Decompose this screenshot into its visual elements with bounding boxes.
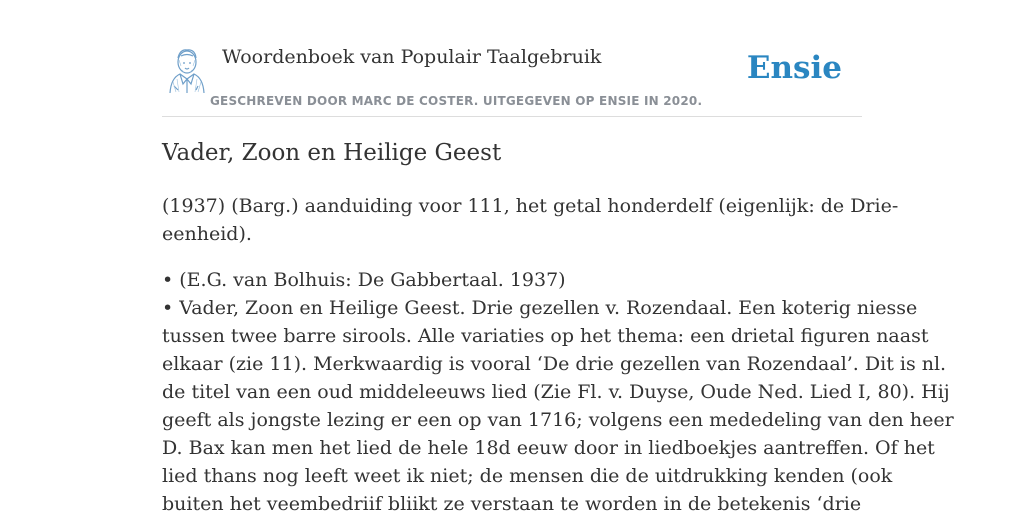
site-header: [162, 0, 862, 117]
text-line: elkaar (zie 11). Merkwaardig is vooral ‘De drie gezellen van Rozendaal’. Dit is nl.: [162, 353, 947, 375]
text-line: lied thans nog leeft weet ik niet; de mensen die de uitdrukking kenden (ook: [162, 465, 893, 487]
text-line: tussen twee barre sirools. Alle variaties op het thema: een drietal figuren naast: [162, 325, 929, 347]
text-line: • (E.G. van Bolhuis: De Gabbertaal. 1937): [162, 269, 566, 291]
text-line: D. Bax kan men het lied de hele 18d eeuw door in liedboekjes aantreffen. Of het: [162, 437, 935, 459]
text-line: geeft als jongste lezing er een op van 1716; volgens een mededeling van den heer: [162, 409, 954, 431]
citation-paragraph: [162, 266, 954, 512]
definition-paragraph: [162, 192, 899, 248]
entry-headword: Vader, Zoon en Heilige Geest: [162, 140, 502, 166]
book-title[interactable]: Woordenboek van Populair Taalgebruik: [222, 46, 602, 68]
text-line: eenheid).: [162, 223, 252, 245]
ensie-logo[interactable]: Ensie: [746, 50, 842, 86]
author-byline: GESCHREVEN DOOR MARC DE COSTER. UITGEGEVEN OP ENSIE IN 2020.: [210, 94, 703, 108]
text-line: buiten het veembedriif bliikt ze verstaan te worden in de betekenis ‘drie: [162, 493, 862, 512]
author-portrait-icon: [164, 46, 210, 94]
text-line: (1937) (Barg.) aanduiding voor 111, het getal honderdelf (eigenlijk: de Drie-: [162, 195, 899, 217]
entry-body: [162, 192, 954, 512]
text-line: • Vader, Zoon en Heilige Geest. Drie gezellen v. Rozendaal. Een koterig niesse: [162, 297, 918, 319]
text-line: de titel van een oud middeleeuws lied (Zie Fl. v. Duyse, Oude Ned. Lied I, 80). Hij: [162, 381, 950, 403]
